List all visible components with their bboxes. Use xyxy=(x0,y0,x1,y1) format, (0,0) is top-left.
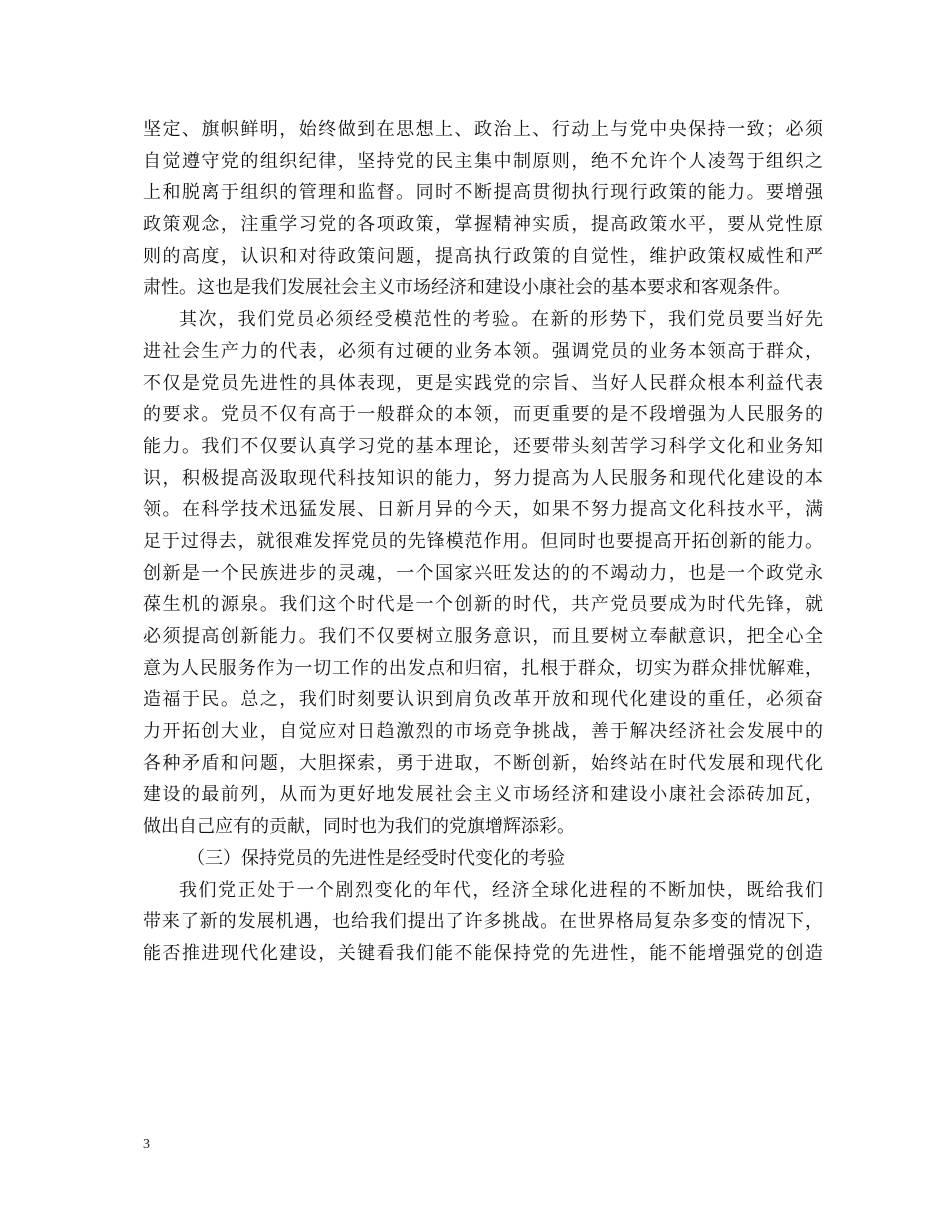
text-line: 肃性。这也是我们发展社会主义市场经济和建设小康社会的基本要求和客观条件。 xyxy=(143,277,791,299)
text-line: 创新是一个民族进步的灵魂，一个国家兴旺发达的的不竭动力，也是一个政党永 xyxy=(143,562,823,584)
text-line: 则的高度，认识和对待政策问题，提高执行政策的自觉性，维护政策权威性和严 xyxy=(143,245,823,267)
text-line: 足于过得去，就很难发挥党员的先锋模范作用。但同时也要提高开拓创新的能力。 xyxy=(143,530,823,552)
text-line: 不仅是党员先进性的具体表现，更是实践党的宗旨、当好人民群众根本利益代表 xyxy=(143,372,823,394)
section-heading: （三）保持党员的先进性是经受时代变化的考验 xyxy=(187,847,565,869)
text-line: 领。在科学技术迅猛发展、日新月异的今天，如果不努力提高文化科技水平，满 xyxy=(143,499,823,521)
document-body xyxy=(143,114,823,970)
text-line: 带来了新的发展机遇，也给我们提出了许多挑战。在世界格局复杂多变的情况下， xyxy=(143,911,823,933)
text-line: 进社会生产力的代表，必须有过硬的业务本领。强调党员的业务本领高于群众， xyxy=(143,340,823,362)
text-line: 能否推进现代化建设，关键看我们能不能保持党的先进性，能不能增强党的创造 xyxy=(143,942,823,964)
text-line: 意为人民服务作为一切工作的出发点和归宿，扎根于群众，切实为群众排忧解难， xyxy=(143,657,823,679)
text-line: 其次，我们党员必须经受模范性的考验。在新的形势下，我们党员要当好先 xyxy=(179,309,823,331)
text-line: 必须提高创新能力。我们不仅要树立服务意识，而且要树立奉献意识，把全心全 xyxy=(143,626,823,647)
text-line: 自觉遵守党的组织纪律，坚持党的民主集中制原则，绝不允许个人凌驾于组织之 xyxy=(143,150,823,172)
text-line: 各种矛盾和问题，大胆探索，勇于进取，不断创新，始终站在时代发展和现代化 xyxy=(143,752,823,774)
text-line: 力开拓创大业，自觉应对日趋激烈的市场竞争挑战，善于解决经济社会发展中的 xyxy=(143,721,823,743)
text-line: 的要求。党员不仅有高于一般群众的本领，而更重要的是不段增强为人民服务的 xyxy=(143,404,823,426)
text-line: 坚定、旗帜鲜明，始终做到在思想上、政治上、行动上与党中央保持一致；必须 xyxy=(143,119,823,140)
text-line: 做出自己应有的贡献，同时也为我们的党旗增辉添彩。 xyxy=(143,816,575,838)
page-number: 3 xyxy=(143,1137,150,1152)
text-line: 葆生机的源泉。我们这个时代是一个创新的时代，共产党员要成为时代先锋，就 xyxy=(143,594,823,616)
text-line: 建设的最前列，从而为更好地发展社会主义市场经济和建设小康社会添砖加瓦， xyxy=(143,784,823,806)
text-line: 识，积极提高汲取现代科技知识的能力，努力提高为人民服务和现代化建设的本 xyxy=(143,467,823,489)
text-line: 政策观念，注重学习党的各项政策，掌握精神实质，提高政策水平，要从党性原 xyxy=(143,214,823,236)
text-line: 能力。我们不仅要认真学习党的基本理论，还要带头刻苦学习科学文化和业务知 xyxy=(143,435,823,457)
text-line: 上和脱离于组织的管理和监督。同时不断提高贯彻执行现行政策的能力。要增强 xyxy=(143,182,823,204)
text-line: 造福于民。总之，我们时刻要认识到肩负改革开放和现代化建设的重任，必须奋 xyxy=(143,689,823,711)
text-line: 我们党正处于一个剧烈变化的年代，经济全球化进程的不断加快，既给我们 xyxy=(179,879,823,901)
